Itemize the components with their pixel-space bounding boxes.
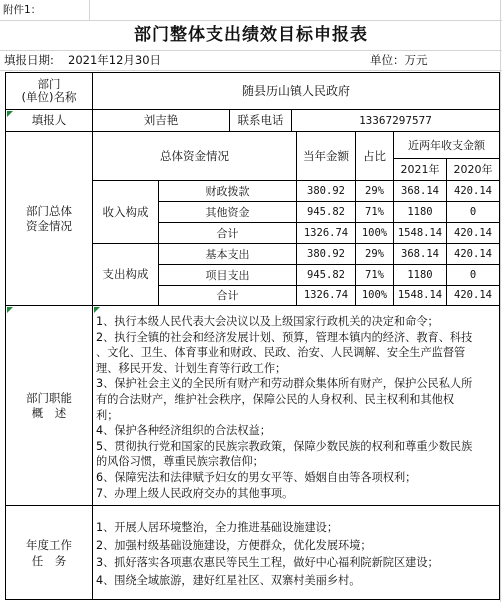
functions-text [96, 314, 498, 502]
expense-row-amount: 380.92 [307, 247, 345, 260]
expense-row-amount: 945.82 [307, 268, 345, 281]
functions-line: 、文化、卫生、体育事业和财政、民政、治安、人民调解、安全生产监督管 [96, 346, 466, 360]
expense-group-label: 支出构成 [102, 267, 149, 281]
income-row-name: 其他资金 [205, 205, 250, 219]
functions-line: 6、保障宪法和法律赋予妇女的男女平等、婚姻自由等各项权利； [96, 470, 417, 484]
functions-line: 1、执行本级人民代表大会决议以及上级国家行政机关的决定和命令； [96, 315, 439, 328]
funds-header-recent: 近两年收支金额 [408, 138, 485, 152]
expense-row-name: 基本支出 [205, 247, 250, 261]
funds-header-amount: 当年金额 [303, 148, 349, 163]
funds-header-overall: 总体资金情况 [160, 148, 229, 163]
funds-section-label: 部门总体 资金情况 [26, 203, 72, 233]
date-value: 2021年12月30日 [68, 53, 162, 67]
income-row-2020: 0 [469, 205, 477, 218]
functions-label: 部门职能 概 述 [26, 390, 72, 420]
tasks-line: 1、开展人居环境整治，全力推进基础设施建设； [96, 521, 339, 534]
functions-line: 的风俗习惯，尊重民族宗教信仰； [96, 455, 264, 469]
income-row-2020: 420.14 [454, 226, 492, 239]
income-row-2021: 1548.14 [397, 226, 443, 239]
functions-line: 5、贯彻执行党和国家的民族宗教政策，保障少数民族的权利和尊重少数民族 [96, 439, 473, 453]
expense-row-2021: 1180 [407, 268, 433, 281]
income-row-name: 财政拨款 [205, 184, 250, 198]
expense-row-name: 项目支出 [205, 268, 250, 282]
income-group-label: 收入构成 [102, 204, 149, 219]
filler-value: 刘吉艳 [143, 113, 179, 127]
tasks-text [96, 519, 498, 595]
expense-row-2020: 420.14 [454, 289, 492, 301]
attachment-label: 附件1： [3, 3, 42, 16]
cell-marker-icon [94, 307, 100, 313]
expense-row-2020: 420.14 [454, 247, 492, 260]
income-row-ratio: 29% [365, 184, 384, 197]
page-title: 部门整体支出绩效目标申报表 [134, 24, 368, 45]
date-label: 填报日期: [4, 53, 54, 67]
dept-label: 部门 (单位)名称 [21, 77, 77, 104]
income-row-amount: 380.92 [307, 184, 345, 197]
expense-row-amount: 1326.74 [303, 289, 349, 301]
expense-row-ratio: 71% [365, 268, 384, 281]
income-row-amount: 1326.74 [303, 226, 349, 239]
funds-header-year-2021: 2021年 [400, 163, 440, 176]
functions-line: 有的合法财产，维护社会秩序，保障公民的人身权利、民主权利和其他权 [96, 392, 455, 406]
income-row-ratio: 100% [361, 226, 388, 239]
filler-label: 填报人 [31, 113, 67, 127]
expense-row-ratio: 100% [361, 289, 388, 301]
unit-label: 单位：万元 [370, 53, 428, 67]
phone-label: 联系电话 [237, 113, 284, 127]
income-row-ratio: 71% [365, 205, 384, 218]
income-row-name: 合计 [216, 226, 239, 240]
funds-header-year-2020: 2020年 [453, 163, 493, 176]
expense-row-2021: 1548.14 [397, 289, 443, 301]
functions-line: 4、保护各种经济组织的合法权益； [96, 424, 271, 438]
functions-line: 3、保护社会主义的全民所有财产和劳动群众集体所有财产，保护公民私人所 [96, 377, 473, 391]
tasks-line: 3、抓好落实各项惠农惠民等民生工程，做好中心福利院新院区建设； [96, 556, 439, 569]
phone-value: 13367297577 [359, 114, 432, 127]
functions-line: 理、移民开发、计划生育等行政工作； [96, 361, 287, 375]
expense-row-name: 合计 [216, 289, 239, 302]
tasks-line: 4、围绕全域旅游，建好红星社区、双寨村美丽乡村。 [96, 573, 361, 587]
expense-row-2021: 368.14 [401, 247, 439, 260]
functions-line: 2、执行全镇的社会和经济发展计划、预算，管理本镇内的经济、教育、科技 [96, 330, 473, 344]
expense-row-ratio: 29% [365, 247, 384, 260]
dept-name-value: 随县历山镇人民政府 [241, 83, 350, 98]
income-row-amount: 945.82 [307, 205, 345, 218]
functions-line: 7、办理上级人民政府交办的其他事项。 [96, 486, 294, 500]
tasks-label: 年度工作 任 务 [26, 537, 72, 568]
income-row-2021: 368.14 [401, 184, 439, 197]
tasks-line: 2、加强村级基础设施建设，方便群众，优化发展环境； [96, 538, 372, 552]
expense-row-2020: 0 [469, 268, 477, 281]
functions-line: 利； [96, 408, 119, 422]
income-row-2021: 1180 [407, 205, 433, 218]
funds-header-ratio: 占比 [363, 148, 386, 163]
income-row-2020: 420.14 [454, 184, 492, 197]
